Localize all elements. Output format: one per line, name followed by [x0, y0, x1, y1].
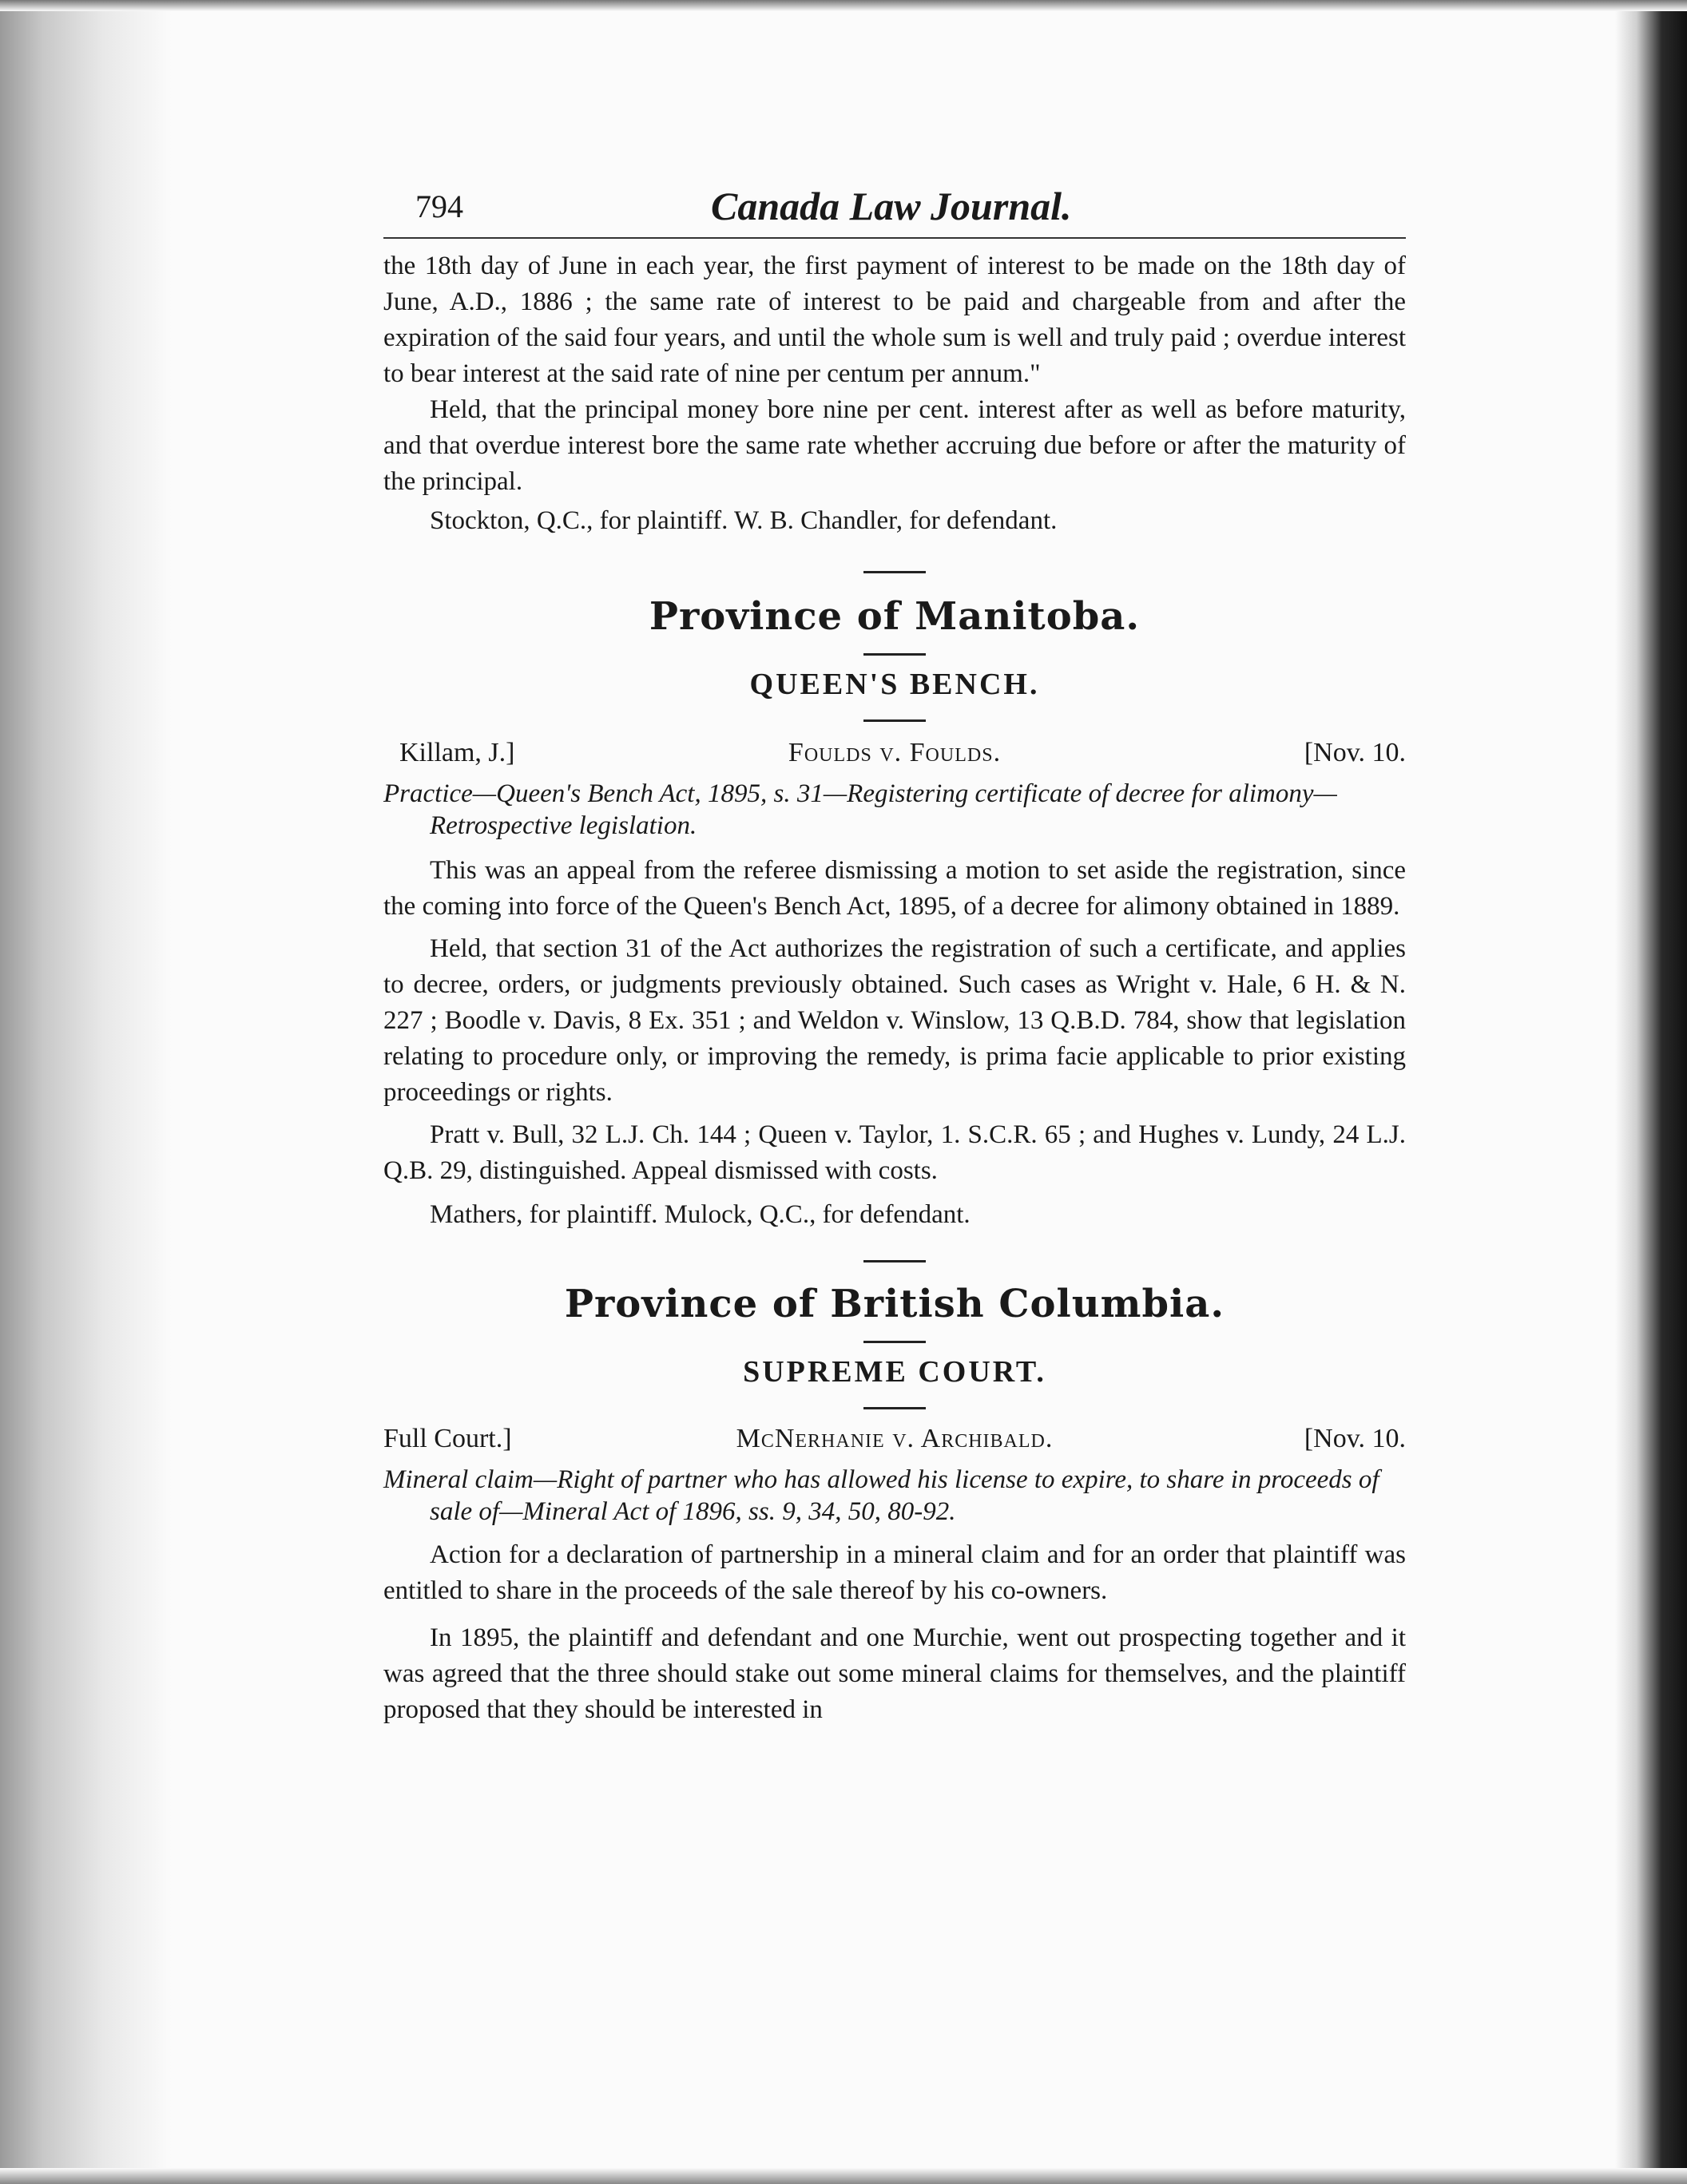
counsel-line: Mathers, for plaintiff. Mulock, Q.C., for defendant.	[430, 1200, 971, 1229]
heading-divider	[863, 1341, 926, 1343]
british-columbia-case-body	[383, 1537, 1406, 1728]
scan-shadow-right	[1615, 0, 1687, 2184]
counsel-line: Stockton, Q.C., for plaintiff. W. B. Chandler, for defendant.	[430, 506, 1058, 535]
case-judge: Killam, J.]	[399, 738, 515, 767]
continued-quote: the 18th day of June in each year, the first payment of interest to be made on the 18th day of June, A.D., 1886 ; the same rate of interest to be paid and chargeable from and after the expiration of the said four years, and until the whole sum is well and truly paid ; overdue interest to bear interest at the said rate of nine per centum per annum."	[383, 252, 1406, 388]
case-paragraph: In 1895, the plaintiff and defendant and one Murchie, went out prospecting together and it was agreed that the three should stake out some mineral claims for themselves, and the plaintiff proposed that they should be interested in	[383, 1623, 1406, 1724]
court-heading-supreme-court: SUPREME COURT.	[743, 1355, 1046, 1389]
case-title: McNerhanie v. Archibald.	[736, 1424, 1054, 1453]
case-paragraph: Held, that section 31 of the Act authorizes the registration of such a certificate, and applies to decree, orders, or judgments previously obtained. Such cases as Wright v. Hale, 6 H. & N. 227 ; Boodle v. Davis, 8 Ex. 351 ; and Weldon v. Winslow, 13 Q.B.D. 784, show that legislation relating to procedure only, or improving the remedy, is prima facie applicable to prior existing proceedings or rights.	[383, 934, 1406, 1107]
heading-divider	[863, 653, 926, 656]
case-line-mcnerhanie	[383, 1422, 1406, 1461]
case-line-foulds	[383, 736, 1406, 775]
section-divider	[863, 571, 926, 573]
scan-shadow-bottom	[0, 2168, 1687, 2184]
case-paragraph: Action for a declaration of partnership in a mineral claim and for an order that plaintiff was entitled to share in the proceeds of the sale thereof by his co-owners.	[383, 1540, 1406, 1605]
section-divider	[863, 1260, 926, 1262]
court-heading-queens-bench: QUEEN'S BENCH.	[749, 668, 1040, 701]
scan-shadow-left	[0, 0, 172, 2184]
case-paragraph: Pratt v. Bull, 32 L.J. Ch. 144 ; Queen v. Taylor, 1. S.C.R. 65 ; and Hughes v. Lundy, 24 L.J. Q.B. 29, distinguished. Appeal dismissed with costs.	[383, 1120, 1406, 1185]
continuation-block	[383, 248, 1406, 539]
manitoba-case-body	[383, 853, 1406, 1233]
case-date: [Nov. 10.	[1304, 1424, 1406, 1453]
case-headnote: Practice—Queen's Bench Act, 1895, s. 31—Registering certificate of decree for alimony—Retrospective legislation.	[383, 779, 1337, 840]
case-judge: Full Court.]	[383, 1424, 512, 1453]
province-heading-british-columbia: Province of British Columbia.	[564, 1282, 1225, 1326]
case-headnote: Mineral claim—Right of partner who has allowed his license to expire, to share in proceeds of sale of—Mineral Act of 1896, ss. 9, 34, 50, 80-92.	[383, 1465, 1379, 1526]
scan-shadow-top	[0, 0, 1687, 11]
heading-divider	[863, 719, 926, 722]
case-date: [Nov. 10.	[1304, 738, 1406, 767]
province-heading-manitoba: Province of Manitoba.	[649, 594, 1141, 639]
page-number: 794	[415, 188, 463, 224]
running-header	[383, 180, 1406, 239]
journal-title: Canada Law Journal.	[711, 184, 1072, 228]
page-content	[383, 180, 1406, 1728]
case-paragraph: This was an appeal from the referee dismissing a motion to set aside the registration, since the coming into force of the Queen's Bench Act, 1895, of a decree for alimony obtained in 1889.	[383, 856, 1406, 921]
case-title: Foulds v. Foulds.	[788, 738, 1002, 767]
held-paragraph: Held, that the principal money bore nine per cent. interest after as well as before maturity, and that overdue interest bore the same rate whether accruing due before or after the maturity of the principal.	[383, 395, 1406, 496]
heading-divider	[863, 1407, 926, 1409]
